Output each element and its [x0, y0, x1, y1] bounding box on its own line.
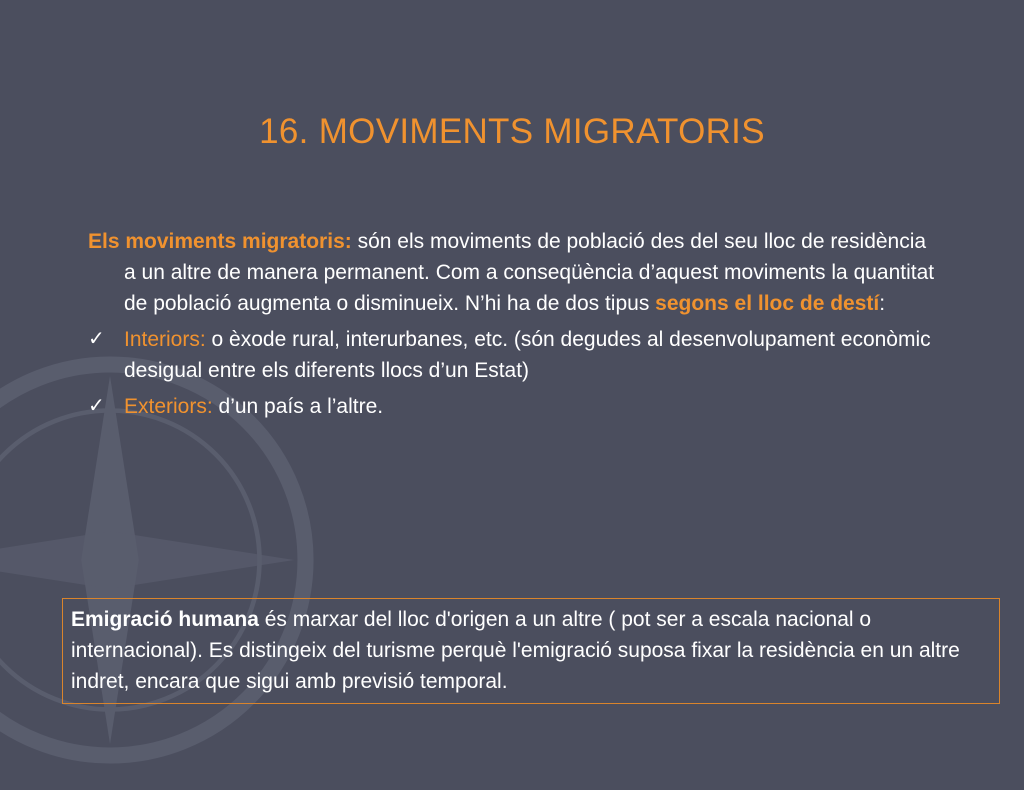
bullet-interiors — [88, 324, 938, 386]
intro-end: : — [879, 292, 886, 315]
intro-highlight: segons el lloc de destí — [655, 292, 880, 315]
bullet-interiors-text: o èxode rural, interurbanes, etc. (són degudes al desenvolupament econòmic desigual entre els diferents llocs d’un Estat) — [124, 328, 931, 382]
intro-text: són els moviments de població des del seu lloc de residència a un altre de manera permanent. Com a conseqüència d’aquest moviments la quantitat de població augmenta o disminueix. N’hi ha de dos tipus — [124, 230, 935, 315]
bullet-interiors-term: Interiors: — [124, 328, 206, 351]
box-term: Emigració humana — [71, 608, 259, 631]
bullet-exteriors-text: d’un país a l’altre. — [212, 395, 384, 418]
bullet-exteriors — [88, 391, 938, 422]
slide-content — [88, 226, 938, 422]
intro-term: Els moviments migratoris: — [88, 230, 352, 253]
intro-paragraph — [88, 226, 938, 319]
slide-title: 16. MOVIMENTS MIGRATORIS — [259, 112, 765, 151]
checkmark-icon: ✓ — [88, 395, 105, 417]
definition-box — [62, 598, 1000, 704]
bullet-exteriors-term: Exteriors: — [124, 395, 213, 418]
box-text: és marxar del lloc d'origen a un altre ( pot ser a escala nacional o internacional). Es distingeix del turisme perquè l'emigració suposa fixar la residència en un altre indret, encara que sigui amb previsió temporal. — [71, 608, 960, 693]
checkmark-icon: ✓ — [88, 328, 105, 350]
